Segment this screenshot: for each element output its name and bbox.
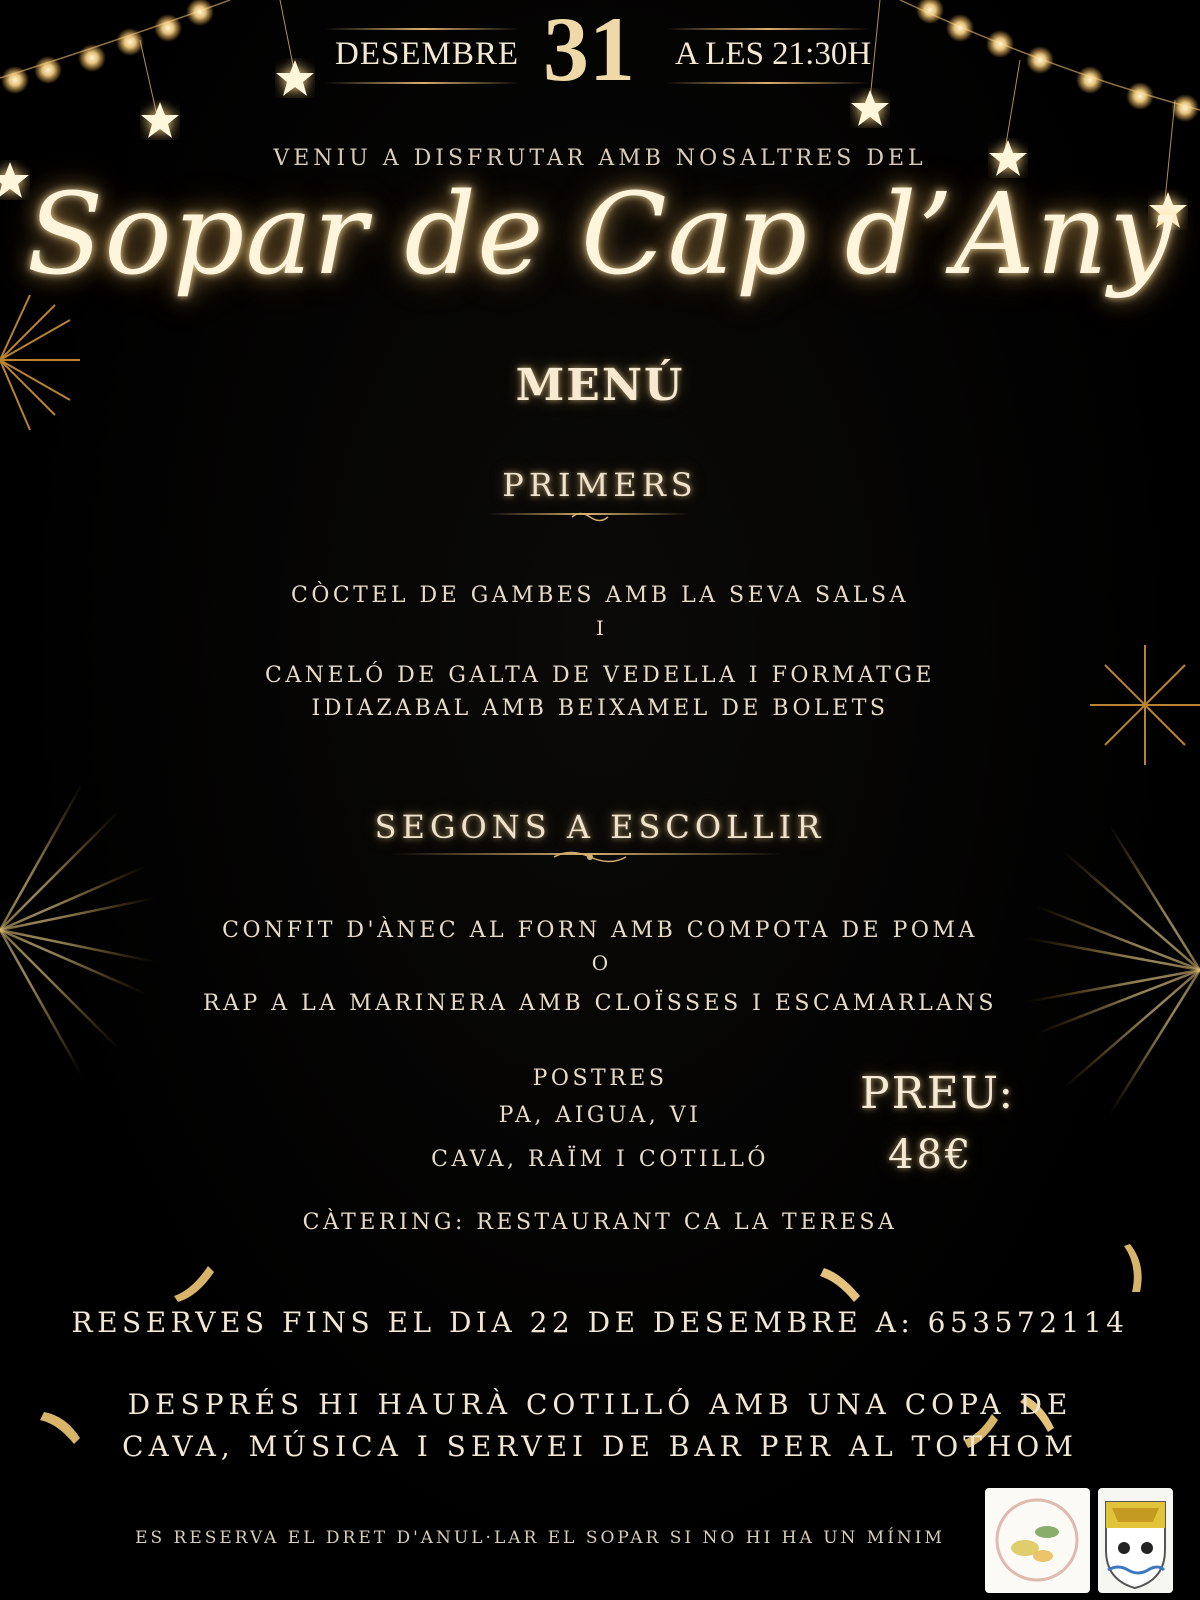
primers-item-2-line-2: IDIAZABAL AMB BEIXAMEL DE BOLETS (311, 696, 889, 721)
logo-emblem (985, 1488, 1090, 1593)
section-title-primers: PRIMERS (502, 466, 698, 504)
menu-heading: MENÚ (515, 360, 685, 411)
disclaimer-text: ES RESERVA EL DRET D'ANUL·LAR EL SOPAR SI NO HI HA UN MÍNIM (135, 1528, 945, 1548)
organizer-logo (985, 1488, 1090, 1593)
confetti-icon (820, 1262, 866, 1302)
reservation-info: RESERVES FINS EL DIA 22 DE DESEMBRE A: 653572114 (71, 1306, 1129, 1339)
segons-item-1: CONFIT D'ÀNEC AL FORN AMB COMPOTA DE POMA (222, 918, 978, 943)
confetti-icon (170, 1262, 216, 1302)
coat-of-arms (1098, 1488, 1173, 1593)
segons-item-2: RAP A LA MARINERA AMB CLOÏSSES I ESCAMARLANS (203, 991, 997, 1016)
star-icon (275, 58, 315, 98)
event-time: A LES 21:30H (675, 36, 872, 72)
primers-item-1: CÒCTEL DE GAMBES AMB LA SEVA SALSA (290, 583, 909, 608)
primers-item-2-line-1: CANELÓ DE GALTA DE VEDELLA I FORMATGE (265, 663, 935, 688)
catering-text: CÀTERING: RESTAURANT CA LA TERESA (302, 1210, 898, 1235)
star-icon (140, 100, 180, 140)
header-rule (665, 28, 870, 30)
drinks-text: PA, AIGUA, VI (498, 1103, 702, 1128)
after-party-line-2: CAVA, MÚSICA I SERVEI DE BAR PER AL TOTHOM (122, 1430, 1078, 1463)
header-rule (325, 28, 520, 30)
header-rule (665, 82, 870, 84)
event-day: 31 (543, 0, 635, 100)
poster-title: Sopar de Cap d’Any (26, 170, 1174, 300)
header-rule (325, 82, 520, 84)
price-value: 48€ (888, 1132, 974, 1178)
after-party-line-1: DESPRÉS HI HAURÀ COTILLÓ AMB UNA COPA DE (127, 1388, 1073, 1421)
postres-label: POSTRES (532, 1066, 668, 1091)
ornament-icon (570, 510, 610, 524)
primers-separator: I (596, 616, 604, 640)
confetti-icon (1118, 1244, 1146, 1294)
cava-text: CAVA, RAÏM I COTILLÓ (431, 1147, 769, 1172)
intro-text: VENIU A DISFRUTAR AMB NOSALTRES DEL (273, 146, 927, 171)
event-month: DESEMBRE (335, 36, 520, 72)
section-title-segons: SEGONS A ESCOLLIR (374, 808, 826, 846)
segons-separator: O (591, 951, 609, 975)
ornament-icon (550, 848, 630, 866)
town-coat-of-arms (1098, 1488, 1173, 1593)
price-label: PREU: (860, 1068, 1016, 1119)
star-icon (850, 88, 890, 128)
